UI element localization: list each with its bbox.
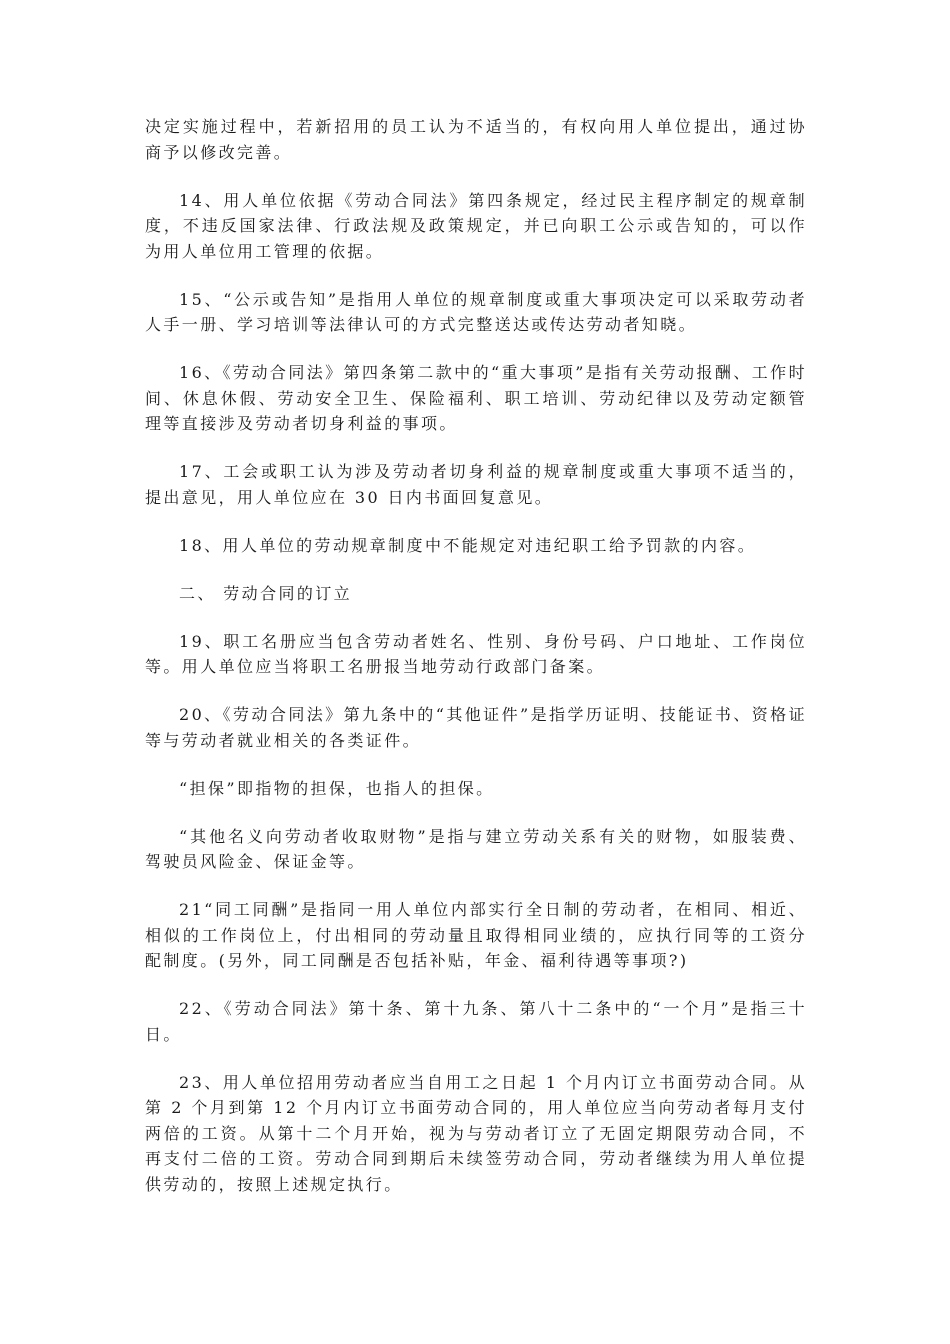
document-page (145, 114, 807, 1220)
paragraph-other-charges: “其他名义向劳动者收取财物”是指与建立劳动关系有关的财物，如服装费、驾驶员风险金、保证金等。 (145, 826, 807, 871)
paragraph-item-15: 15、“公示或告知”是指用人单位的规章制度或重大事项决定可以采取劳动者人手一册、学习培训等法律认可的方式完整送达或传达劳动者知晓。 (145, 289, 807, 334)
paragraph-item-19: 19、职工名册应当包含劳动者姓名、性别、身份号码、户口地址、工作岗位等。用人单位应当将职工名册报当地劳动行政部门备案。 (145, 631, 807, 676)
paragraph-item-23: 23、用人单位招用劳动者应当自用工之日起 1 个月内订立书面劳动合同。从第 2 个月到第 12 个月内订立书面劳动合同的，用人单位应当向劳动者每月支付两倍的工资。从第十二个月开始，视为与劳动者订立了无固定期限劳动合同，不再支付二倍的工资。劳动合同到期后未续签劳动合同，劳动者继续为用人单位提供劳动的，按照上述规定执行。 (145, 1072, 807, 1194)
paragraph-item-21: 21“同工同酬”是指同一用人单位内部实行全日制的劳动者，在相同、相近、相似的工作岗位上，付出相同的劳动量且取得相同业绩的，应执行同等的工资分配制度。(另外，同工同酬是否包括补贴，年金、福利待遇等事项?) (145, 900, 807, 970)
paragraph-continuation: 决定实施过程中，若新招用的员工认为不适当的，有权向用人单位提出，通过协商予以修改完善。 (145, 117, 807, 162)
section-heading: 二、 劳动合同的订立 (179, 583, 353, 603)
paragraph-item-16: 16、《劳动合同法》第四条第二款中的“重大事项”是指有关劳动报酬、工作时间、休息休假、劳动安全卫生、保险福利、职工培训、劳动纪律以及劳动定额管理等直接涉及劳动者切身利益的事项。 (145, 363, 807, 433)
paragraph-guarantee: “担保”即指物的担保，也指人的担保。 (179, 778, 495, 798)
paragraph-item-20: 20、《劳动合同法》第九条中的“其他证件”是指学历证明、技能证书、资格证等与劳动者就业相关的各类证件。 (145, 705, 807, 750)
paragraph-item-18: 18、用人单位的劳动规章制度中不能规定对违纪职工给予罚款的内容。 (179, 535, 757, 555)
paragraph-item-22: 22、《劳动合同法》第十条、第十九条、第八十二条中的“一个月”是指三十日。 (145, 999, 807, 1044)
paragraph-item-17: 17、工会或职工认为涉及劳动者切身利益的规章制度或重大事项不适当的，提出意见，用人单位应在 30 日内书面回复意见。 (145, 462, 807, 507)
paragraph-item-14: 14、用人单位依据《劳动合同法》第四条规定，经过民主程序制定的规章制度，不违反国家法律、行政法规及政策规定，并已向职工公示或告知的，可以作为用人单位用工管理的依据。 (145, 190, 807, 261)
